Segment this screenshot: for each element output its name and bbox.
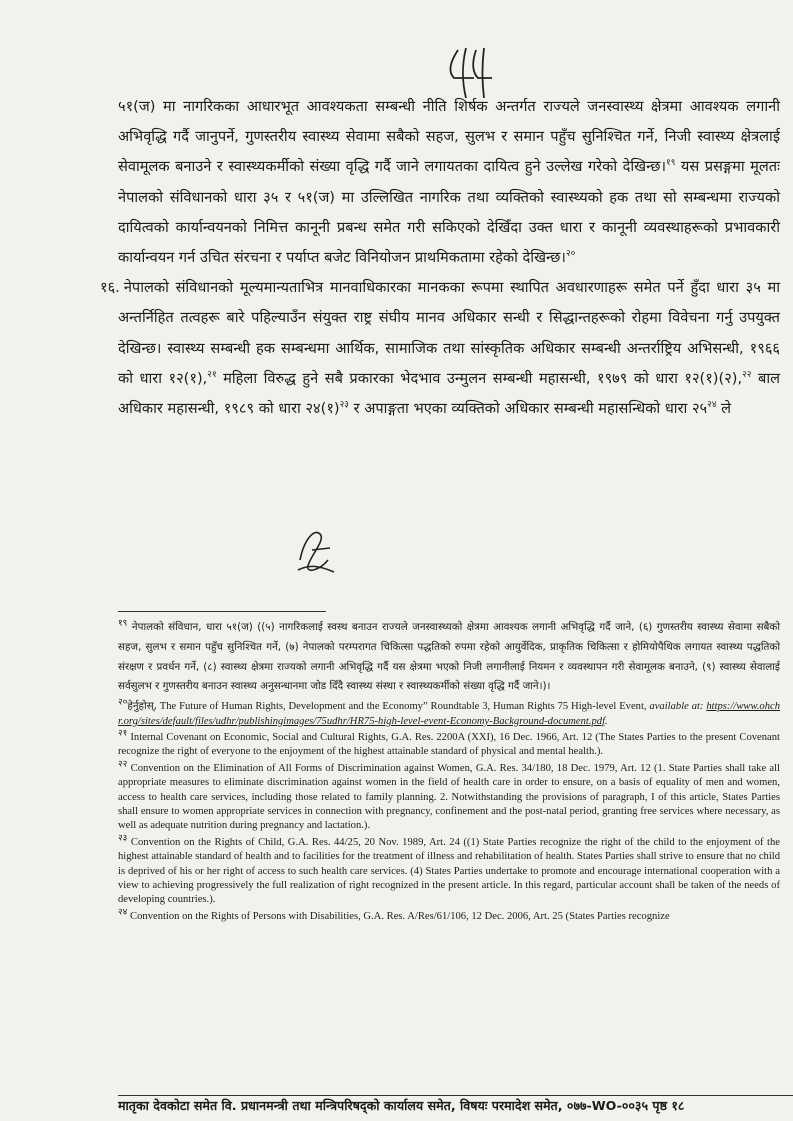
footnote-ref-19: १९ [666, 158, 676, 169]
para1-text: ५१(ज) मा नागरिकका आधारभूत आवश्यकता सम्बन्धी नीति शिर्षक अन्तर्गत राज्यले जनस्वास्थ्य क्षेत्रमा आवश्यक लगानी अभिवृद्धि गर्दै जानुपर्ने, गुणस्तरीय स्वास्थ्य सेवामा सबैको सहज, सुलभ र समान पहुँच सुनिश्चित गर्ने, निजी स्वास्थ्य क्षेत्रलाई सेवामूलक बनाउने र स्वास्थ्यकर्मीको संख्या वृद्धि गर्दै जाने लगायतका दायित्व हुने उल्लेख गरेको देखिन्छ। [118, 98, 780, 176]
footer-separator [118, 1095, 793, 1096]
para2-text-d: र अपाङ्गता भएका व्यक्तिको अधिकार सम्बन्धी महासन्धिको धारा २५ [349, 400, 708, 418]
footnote-separator [118, 611, 326, 612]
footnote-20: $^{२०}$हेर्नुहोस्, The Future of Human Rights, Development and the Economy” Roundtable 3, Human Rights 75 High-level Event, available at: https://www.ohchr.org/sites/default/files/udhr/publishingimages/75udhr/HR75-high-level-event-Economy-Background-document.pdf. [118, 696, 780, 727]
para2-text-c: बाल अधिकार महासन्धी, १९८९ को धारा २४(१) [118, 369, 781, 418]
footnote-21: $^{२१}$ Internal Covenant on Economic, Social and Cultural Rights, G.A. Res. 2200A (XXI), 16 Dec. 1966, Art. 12 (The States Parties to the present Covenant recognize the right of everyone to the enjoyment of the highest attainable standard of physical and mental health.). [118, 727, 780, 758]
footnote-ref-20: २० [565, 249, 576, 260]
handwritten-signature [290, 520, 340, 580]
para2-text-b: महिला विरुद्ध हुने सबै प्रकारका भेदभाव उन्मुलन सम्बन्धी महासन्धी, १९७९ को धारा १२(१)(२), [216, 369, 743, 387]
para1-text-continued: यस प्रसङ्गमा मूलतः नेपालको संविधानको धारा ३५ र ५१(ज) मा उल्लिखित नागरिक तथा व्यक्तिको स्वास्थ्यको हक तथा सो सम्बन्धमा राज्यको दायित्वको कार्यान्वयनको निमित्त कानूनी प्रबन्ध समेत गरी सकिएको देखिँदा उक्त धारा र कानूनी व्यवस्थाहरूको प्रभावकारी कार्यान्वयन गर्न उचित संरचना र पर्याप्त बजेट विनियोजन प्राथमिकतामा रहेको देखिन्छ। [118, 158, 780, 267]
footnote-19: $^{१९}$ नेपालको संविधान, धारा ५१(ज) ((५) नागरिकलाई स्वस्थ बनाउन राज्यले जनस्वास्थ्यको क्षेत्रमा आवश्यक लगानी अभिवृद्धि गर्दै जाने, (६) गुणस्तरीय स्वास्थ्य सेवामा सबैको सहज, सुलभ र समान पहुँच सुनिश्चित गर्ने, (७) नेपालको परम्परागत चिकित्सा पद्धतिको रुपमा रहेको आयुर्वेदिक, प्राकृतिक चिकित्सा र होमियोपैथिक लगायत स्वास्थ्य पद्धतिको संरक्षण र प्रवर्धन गर्ने, (८) स्वास्थ्य क्षेत्रमा राज्यको लगानी अभिवृद्धि गर्दै यस क्षेत्रमा भएको निजी लगानीलाई नियमन र व्यवस्थापन गरी सेवामूलक बनाउने, (९) स्वास्थ्य सेवालाई सर्वसुलभ र गुणस्तरीय बनाउन स्वास्थ्य अनुसन्धानमा जोड दिँदै स्वास्थ्य संस्था र स्वास्थ्यकर्मीको संख्या वृद्धि गर्दै जाने।)। [118, 618, 780, 693]
para2-text-e: ले [716, 400, 732, 418]
paragraph-number: १६. [100, 279, 120, 297]
footnote-ref-22: २२ [742, 369, 752, 380]
ohchr-link[interactable]: https://www.ohchr.org/sites/default/files/udhr/publishingimages/75udhr/HR75-high-level-event-Economy-Background-document.pdf [118, 701, 780, 727]
footnote-23: $^{२३}$ Convention on the Rights of Child, G.A. Res. 44/25, 20 Nov. 1989, Art. 24 ((1) State Parties recognize the right of the child to the enjoyment of the highest attainable standard of health and to facilities for the treatment of illness and rehabilitation of health. States Parties shall strive to ensure that no child is deprived of his or her right of access to such health care services. (4) States Parties undertake to promote and encourage international cooperation with a view to achieving progressively the full realization of right recognized in the present article. In this regard, particular account shall be taken of the needs of developing countries.). [118, 832, 780, 906]
page-footer: मातृका देवकोटा समेत वि. प्रधानमन्त्री तथा मन्त्रिपरिषद्को कार्यालय समेत, विषयः परमादेश समेत, ०७७-WO-००३५ पृष्ठ १८ [118, 1098, 685, 1113]
footnote-ref-24: २४ [707, 400, 717, 411]
paragraph-16 [100, 273, 781, 424]
footnote-ref-21: २१ [207, 369, 217, 380]
paragraph-continuation [118, 92, 780, 273]
footnotes [118, 618, 780, 926]
main-text [100, 92, 781, 424]
footnote-24: $^{२४}$ Convention on the Rights of Persons with Disabilities, G.A. Res. A/Res/61/106, 12 Dec. 2006, Art. 25 (States Parties recognize [118, 906, 670, 922]
footnote-22: $^{२२}$ Convention on the Elimination of All Forms of Discrimination against Women, G.A. Res. 34/180, 18 Dec. 1979, Art. 12 (1. State Parties shall take all appropriate measures to eliminate discrimination against women in the field of health care in order to ensure, on a basis of equality of men and women, access to health care services, including those related to family planning. 2. Notwithstanding the provisions of paragraph, I of this article, States Parties shall ensure to women appropriate services in connection with pregnancy, confinement and the post-natal period, granting free services where necessary, as well as adequate nutrition during pregnancy and lactation.). [118, 758, 780, 832]
footnote-ref-23: २३ [339, 400, 349, 411]
para2-text-a: नेपालको संविधानको मूल्यमान्यताभित्र मानवाधिकारका मानकका रूपमा स्थापित अवधारणाहरू समेत पर्ने हुँदा धारा ३५ मा अन्तर्निहित तत्वहरू बारे पहिल्याउँन संयुक्त राष्ट्र संघीय मानव अधिकार सन्धी र सिद्धान्तहरूको रोहमा विवेचना गर्नु उपयुक्त देखिन्छ। स्वास्थ्य सम्बन्धी हक सम्बन्धमा आर्थिक, सामाजिक तथा सांस्कृतिक अधिकार सम्बन्धी अन्तर्राष्ट्रिय अभिसन्धी, १९६६ को धारा १२(१), [118, 279, 780, 387]
